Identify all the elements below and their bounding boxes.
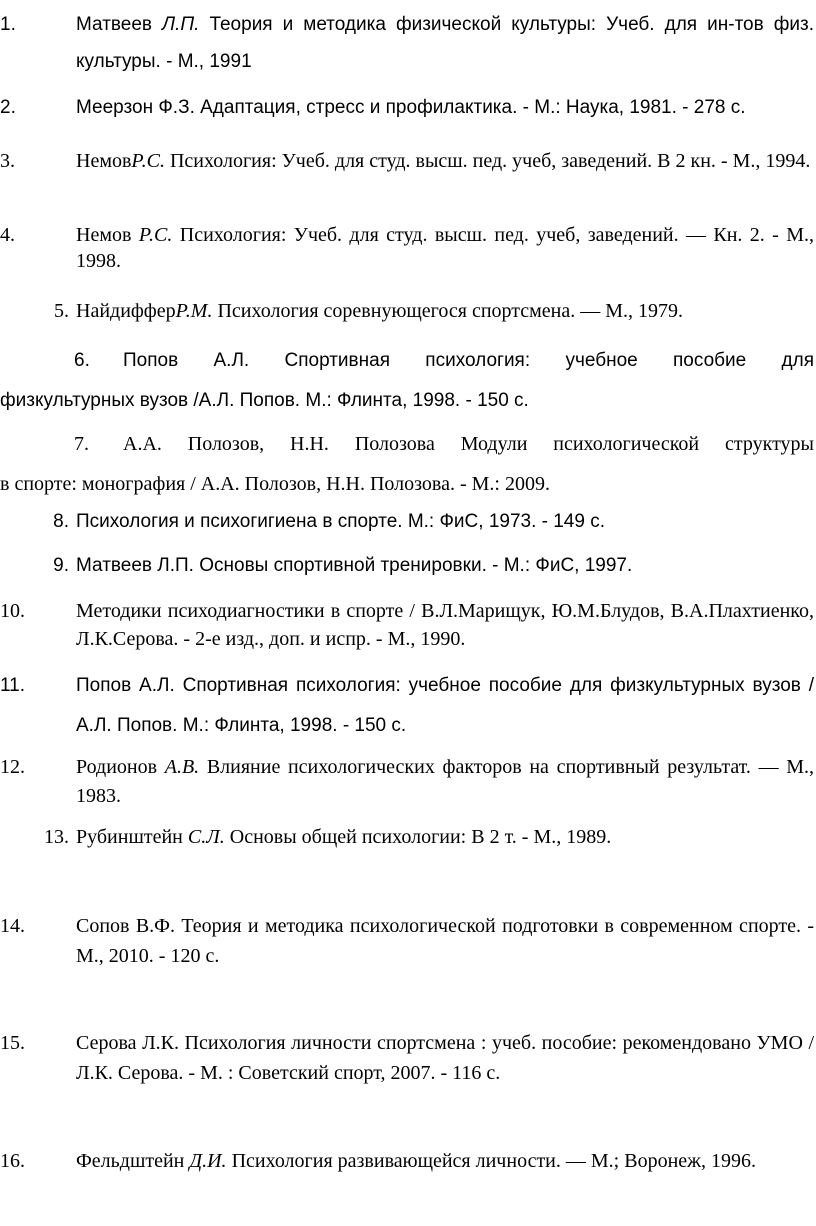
reference-initials: Р.М. bbox=[175, 300, 213, 322]
reference-item-3 bbox=[0, 148, 816, 174]
reference-number: 5. bbox=[54, 300, 69, 322]
reference-text-first-line: Попов А.Л. Спортивная психология: учебное пособие для bbox=[123, 350, 814, 371]
reference-author: Немов bbox=[76, 150, 132, 172]
reference-item-15 bbox=[0, 1028, 816, 1088]
reference-text: Психология развивающейся личности. — М.; Воронеж, 1996. bbox=[226, 1150, 756, 1172]
reference-text: Попов А.Л. Спортивная психология: учебное пособие для физкультурных вузов /А.Л. Попов. М.: Флинта, 1998. - 150 с. bbox=[76, 675, 814, 736]
reference-author: Родионов bbox=[76, 756, 165, 778]
reference-initials: А.В. bbox=[164, 756, 200, 778]
reference-text: Меерзон Ф.З. Адаптация, стресс и профилактика. - М.: Наука, 1981. - 278 с. bbox=[76, 97, 746, 118]
reference-number: 13. bbox=[44, 826, 69, 848]
reference-number: 6. bbox=[74, 350, 90, 371]
reference-item-11 bbox=[0, 666, 816, 746]
reference-author: Немов bbox=[76, 224, 139, 246]
reference-author: Найдиффер bbox=[76, 300, 176, 322]
reference-text: Теория и методика физической культуры: Учеб. для ин-тов физ. культуры. - М., 1991 bbox=[76, 14, 814, 72]
reference-item-14 bbox=[0, 911, 816, 971]
reference-text-continuation: физкультурных вузов /А.Л. Попов. М.: Флинта, 1998. - 150 с. bbox=[0, 390, 529, 411]
reference-text: Влияние психологических факторов на спортивный результат. — М., 1983. bbox=[76, 756, 814, 807]
reference-text: Сопов В.Ф. Теория и методика психологической подготовки в современном спорте. - М., 2010. - 120 с. bbox=[76, 915, 814, 967]
reference-text: Психология: Учеб. для студ. высш. пед. учеб, заведений. — Кн. 2. - М., 1998. bbox=[76, 224, 815, 272]
reference-text: Основы общей психологии: В 2 т. - М., 1989. bbox=[224, 826, 612, 848]
reference-item-8 bbox=[0, 509, 816, 535]
reference-text-first-line: А.А. Полозов, Н.Н. Полозова Модули психологической структуры bbox=[123, 433, 814, 455]
reference-item-7 bbox=[0, 424, 816, 504]
reference-number: 14. bbox=[0, 915, 25, 937]
reference-initials: Л.П. bbox=[162, 14, 200, 35]
reference-number: 4. bbox=[0, 224, 15, 246]
reference-number: 9. bbox=[53, 555, 69, 576]
reference-initials: С.Л. bbox=[187, 826, 225, 848]
reference-item-6 bbox=[0, 341, 816, 421]
reference-number: 16. bbox=[0, 1150, 25, 1172]
reference-text: Психология и психогигиена в спорте. М.: ФиС, 1973. - 149 с. bbox=[76, 511, 606, 532]
reference-number: 15. bbox=[0, 1032, 25, 1054]
reference-text: Серова Л.К. Психология личности спортсмена : учеб. пособие: рекомендовано УМО / Л.К. Серова. - М. : Советский спорт, 2007. - 116 с. bbox=[76, 1032, 814, 1084]
reference-number: 1. bbox=[0, 14, 16, 35]
reference-number: 11. bbox=[0, 675, 26, 696]
reference-number: 8. bbox=[53, 511, 69, 532]
reference-initials: Р.С. bbox=[138, 224, 173, 246]
reference-item-5 bbox=[0, 298, 816, 324]
reference-item-2 bbox=[0, 95, 816, 121]
reference-text: Матвеев Л.П. Основы спортивной тренировки. - М.: ФиС, 1997. bbox=[76, 555, 633, 576]
reference-author: Матвеев bbox=[76, 14, 163, 35]
reference-number: 10. bbox=[0, 600, 25, 622]
reference-item-13 bbox=[0, 824, 816, 850]
reference-item-12 bbox=[0, 753, 816, 811]
reference-number: 2. bbox=[0, 97, 16, 118]
reference-number: 7. bbox=[74, 433, 89, 455]
reference-text: Психология: Учеб. для студ. высш. пед. учеб, заведений. В 2 кн. - М., 1994. bbox=[164, 150, 811, 172]
reference-initials: Р.С. bbox=[131, 150, 165, 172]
reference-item-10 bbox=[0, 597, 816, 653]
reference-initials: Д.И. bbox=[189, 1150, 227, 1172]
reference-text-continuation: в спорте: монография / А.А. Полозов, Н.Н. Полозова. - М.: 2009. bbox=[0, 473, 550, 495]
reference-item-9 bbox=[0, 553, 816, 579]
reference-text: Методики психодиагностики в спорте / В.Л.Марищук, Ю.М.Блудов, В.А.Плахтиенко, Л.К.Серова. - 2-е изд., доп. и испр. - М., 1990. bbox=[76, 600, 814, 650]
reference-text: Психология соревнующегося спортсмена. — М., 1979. bbox=[212, 300, 684, 322]
reference-author: Рубинштейн bbox=[76, 826, 188, 848]
reference-item-1 bbox=[0, 6, 816, 80]
reference-item-4 bbox=[0, 222, 816, 274]
reference-number: 3. bbox=[0, 150, 15, 172]
reference-item-16 bbox=[0, 1146, 816, 1176]
reference-number: 12. bbox=[0, 756, 25, 778]
reference-author: Фельдштейн bbox=[76, 1150, 190, 1172]
